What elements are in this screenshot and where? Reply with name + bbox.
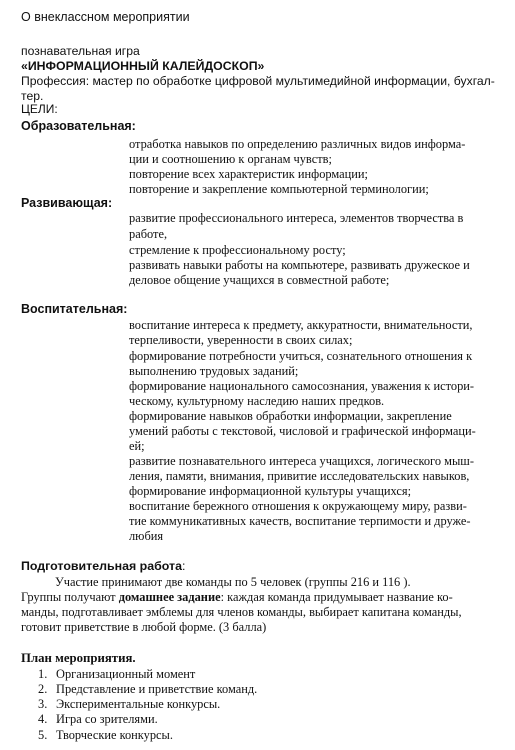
upbringing-line: воспитание интереса к предмету, аккуратности, внимательности, (129, 318, 473, 332)
plan-item-number: 2. (38, 682, 48, 696)
developing-line: деловое общение учащихся в совместной работе; (129, 273, 390, 287)
upbringing-line: ей; (129, 439, 145, 453)
upbringing-line: терпеливости, уверенности в своих силах; (129, 333, 353, 347)
developing-line: развитие профессионального интереса, элементов творчества в (129, 211, 464, 225)
plan-item-number: 5. (38, 728, 48, 742)
plan-item: Игра со зрителями. (56, 712, 158, 726)
upbringing-line: развитие познавательного интереса учащихся, логического мыш- (129, 454, 474, 468)
educational-line: повторение и закрепление компьютерной терминологии; (129, 182, 429, 196)
plan-item: Экспериментальные конкурсы. (56, 697, 221, 711)
plan-item-number: 3. (38, 697, 48, 711)
developing-line: стремление к профессиональному росту; (129, 243, 346, 257)
plan-item-number: 4. (38, 712, 48, 726)
upbringing-line: ления, памяти, внимания, привитие исследовательских навыков, (129, 469, 470, 483)
preparation-heading-colon: : (181, 559, 186, 573)
upbringing-line: формирование навыков обработки информации, закрепление (129, 409, 452, 423)
plan-item-number: 1. (38, 667, 48, 681)
upbringing-line: формирование информационной культуры учащихся; (129, 484, 412, 498)
event-genre: познавательная игра (21, 44, 140, 58)
homework-label: домашнее задание (118, 590, 221, 604)
developing-line: развивать навыки работы на компьютере, развивать дружеское и (129, 258, 470, 272)
upbringing-line: формирование национального самосознания, уважения к истори- (129, 379, 475, 393)
plan-item: Творческие конкурсы. (56, 728, 173, 742)
event-title: «ИНФОРМАЦИОННЫЙ КАЛЕЙДОСКОП» (21, 59, 265, 73)
preparation-line-2-suffix: : каждая команда придумывает название ко- (220, 590, 453, 604)
upbringing-line: тие коммуникативных качеств, воспитание терпимости и друже- (129, 514, 471, 528)
preparation-line-1: Участие принимают две команды по 5 человек (группы 216 и 116 ). (55, 575, 411, 589)
page-header: О внеклассном мероприятии (21, 10, 190, 24)
preparation-line-4: готовит приветствие в любой форме. (3 балла) (21, 620, 267, 634)
developing-heading: Развивающая: (21, 196, 113, 210)
educational-line: отработка навыков по определению различных видов информа- (129, 137, 466, 151)
upbringing-line: формирование потребности учиться, сознательного отношения к (129, 349, 473, 363)
educational-heading: Образовательная: (21, 119, 136, 133)
goals-label: ЦЕЛИ: (21, 102, 58, 116)
preparation-line-3: манды, подготавливает эмблемы для членов команды, выбирает капитана команды, (21, 605, 462, 619)
developing-line: работе, (129, 227, 168, 241)
upbringing-line: воспитание бережного отношения к окружающему миру, разви- (129, 499, 467, 513)
upbringing-line: любия (129, 529, 164, 543)
upbringing-line: ческому, культурному наследию наших предков. (129, 394, 385, 408)
profession-line-2: тер. (21, 89, 44, 103)
educational-line: повторение всех характеристик информации; (129, 167, 368, 181)
preparation-line-2-prefix: Группы получают (21, 590, 119, 604)
plan-heading: План мероприятия. (21, 651, 136, 665)
preparation-heading-row (21, 559, 185, 574)
profession-line-1: Профессия: мастер по обработке цифровой мультимедийной информации, бухгал- (21, 74, 495, 88)
plan-item: Представление и приветствие команд. (56, 682, 258, 696)
preparation-line-2 (21, 590, 453, 605)
plan-item: Организационный момент (56, 667, 196, 681)
preparation-heading: Подготовительная работа (21, 559, 182, 573)
upbringing-heading: Воспитательная: (21, 302, 128, 316)
educational-line: ции и соотношению к органам чувств; (129, 152, 332, 166)
upbringing-line: выполнению трудовых заданий; (129, 364, 299, 378)
upbringing-line: умений работы с текстовой, числовой и графической информаци- (129, 424, 476, 438)
